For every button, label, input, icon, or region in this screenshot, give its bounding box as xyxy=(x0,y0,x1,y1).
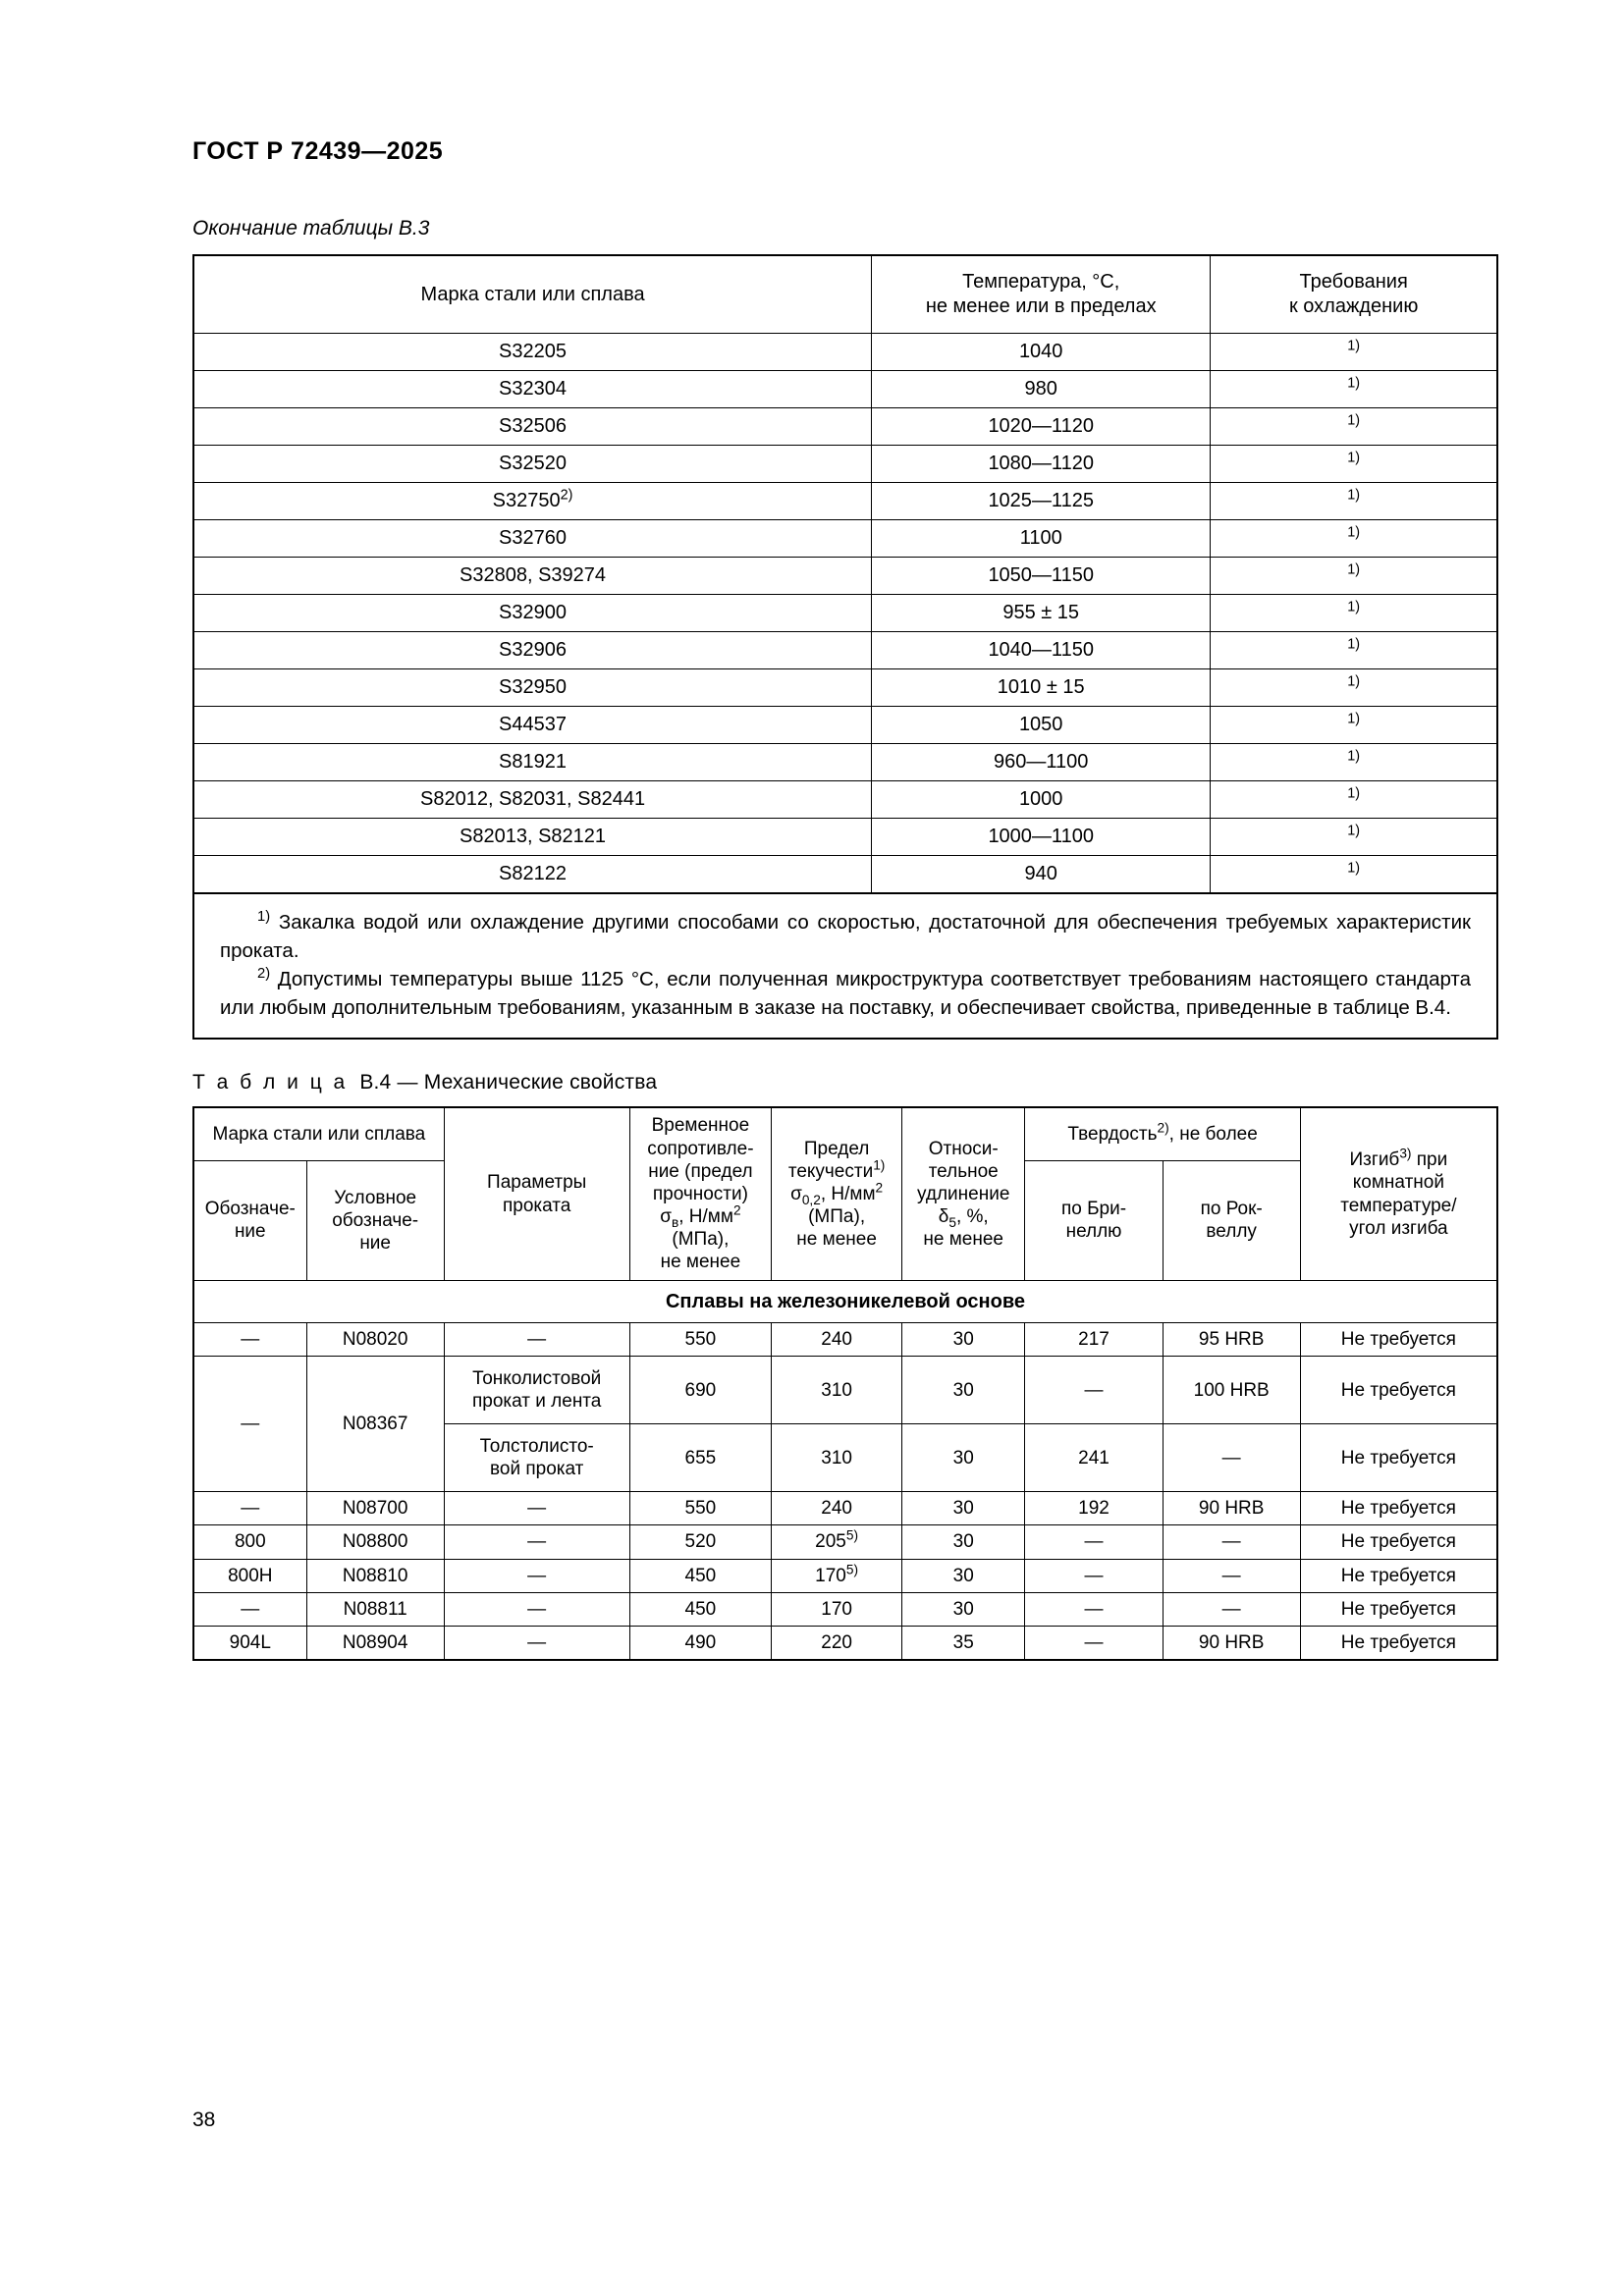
table-b4 xyxy=(192,1106,1498,1661)
footnote-ref: 1) xyxy=(1347,375,1361,392)
table-b3-header-row xyxy=(193,255,1497,334)
cell-yield: 220 xyxy=(772,1626,902,1660)
cell-mark-text: S32750 xyxy=(492,490,561,511)
table-row xyxy=(193,1626,1497,1660)
cell-cooling xyxy=(1211,707,1497,744)
footnote-ref: 1) xyxy=(1347,599,1361,615)
hdr-line: Изгиб xyxy=(1349,1149,1400,1171)
footnote-1 xyxy=(220,908,1471,965)
footnote-2-text: Допустимы температуры выше 1125 °C, если полученная микроструктура соответствует требованиям настоящего стандарта или любым дополнительным требованиям, указанным в заказе на поставку, и обеспечивает свойства, приведенные в таблице В.4. xyxy=(220,968,1471,1020)
hdr-line: (МПа), xyxy=(672,1229,730,1251)
cell-brinell: — xyxy=(1025,1592,1163,1626)
page-number: 38 xyxy=(192,2109,216,2131)
footnote-ref: 3) xyxy=(1399,1146,1412,1161)
cell-rockwell: 90 HRB xyxy=(1163,1492,1300,1525)
cell-yield: 310 xyxy=(772,1357,902,1424)
table-row xyxy=(193,1525,1497,1559)
hdr-line: обозначе- xyxy=(332,1209,419,1231)
cell-temperature: 1020—1120 xyxy=(872,408,1211,446)
cell-rockwell: — xyxy=(1163,1559,1300,1592)
table-row xyxy=(193,1592,1497,1626)
header-mark-group: Марка стали или сплава xyxy=(193,1107,444,1160)
table-b3-header-mark: Марка стали или сплава xyxy=(193,255,872,334)
cell-params: — xyxy=(444,1559,629,1592)
hdr-line: Временное xyxy=(651,1115,750,1137)
table-b3-caption: Окончание таблицы В.3 xyxy=(192,217,430,240)
table-row xyxy=(193,856,1497,894)
cell-temperature: 1040—1150 xyxy=(872,632,1211,669)
table-b3-head xyxy=(193,255,1497,334)
hdr-line: прочности) xyxy=(652,1183,748,1204)
hdr-line: ние xyxy=(234,1221,266,1243)
cell-bend: Не требуется xyxy=(1300,1559,1497,1592)
table-b3-footnotes xyxy=(192,894,1498,1040)
hdr-line: ние (предел xyxy=(648,1160,753,1182)
hdr-units-sup: 2 xyxy=(875,1180,884,1196)
hdr-line: сопротивле- xyxy=(647,1138,754,1159)
table-b3-header-temperature xyxy=(872,255,1211,334)
header-cool-line1: Требования xyxy=(1299,271,1408,293)
footnote-2 xyxy=(220,965,1471,1022)
cell-bend: Не требуется xyxy=(1300,1525,1497,1559)
cell-conditional: N08367 xyxy=(306,1357,444,1492)
cell-tensile: 450 xyxy=(629,1559,772,1592)
cell-temperature: 955 ± 15 xyxy=(872,595,1211,632)
hdr-line: по Рок- xyxy=(1200,1199,1263,1220)
cell-params: — xyxy=(444,1626,629,1660)
cell-conditional: N08811 xyxy=(306,1592,444,1626)
cell-elongation: 35 xyxy=(902,1626,1025,1660)
cell-tensile: 550 xyxy=(629,1323,772,1357)
hdr-sigma: σ xyxy=(660,1206,672,1228)
cell-yield-value: 205 xyxy=(815,1531,846,1553)
footnote-ref: 5) xyxy=(845,1528,859,1544)
cell-conditional: N08700 xyxy=(306,1492,444,1525)
cell-temperature: 1050—1150 xyxy=(872,558,1211,595)
hdr-delta: δ xyxy=(938,1206,949,1228)
cell-mark: S32906 xyxy=(193,632,872,669)
table-row xyxy=(193,1492,1497,1525)
cell-elongation: 30 xyxy=(902,1424,1025,1492)
cell-designation: 800 xyxy=(193,1525,306,1559)
cell-cooling xyxy=(1211,558,1497,595)
cell-mark: S32520 xyxy=(193,446,872,483)
cell-yield-value: 170 xyxy=(815,1565,846,1586)
cell-bend: Не требуется xyxy=(1300,1323,1497,1357)
footnote-ref: 1) xyxy=(1347,673,1361,690)
cell-temperature: 1100 xyxy=(872,520,1211,558)
cell-rockwell: — xyxy=(1163,1424,1300,1492)
hdr-sigma: σ xyxy=(790,1183,802,1204)
cell-elongation: 30 xyxy=(902,1357,1025,1424)
cell-cooling xyxy=(1211,669,1497,707)
cell-rockwell: 100 HRB xyxy=(1163,1357,1300,1424)
cell-cooling xyxy=(1211,446,1497,483)
table-row xyxy=(193,483,1497,520)
header-temp-line2: не менее или в пределах xyxy=(925,295,1157,317)
cell-mark xyxy=(193,483,872,520)
header-params-line1: Параметры xyxy=(487,1172,587,1194)
cell-elongation: 30 xyxy=(902,1592,1025,1626)
header-temp-line1: Температура, °C, xyxy=(962,271,1120,293)
hdr-units: , %, xyxy=(955,1206,989,1228)
footnote-1-text: Закалка водой или охлаждение другими способами со скоростью, достаточной для обеспечения требуемых характеристик проката. xyxy=(220,911,1471,963)
footnote-ref: 1) xyxy=(1347,524,1361,541)
cell-params xyxy=(444,1357,629,1424)
cell-params: — xyxy=(444,1592,629,1626)
footnote-ref: 1) xyxy=(1347,450,1361,466)
footnote-ref: 1) xyxy=(1347,561,1361,578)
page-content xyxy=(192,137,1498,1661)
cell-mark: S32808, S39274 xyxy=(193,558,872,595)
cell-cooling xyxy=(1211,744,1497,781)
table-row xyxy=(193,1323,1497,1357)
footnote-ref: 1) xyxy=(1347,785,1361,802)
cell-rockwell: 95 HRB xyxy=(1163,1323,1300,1357)
hdr-units: , Н/мм xyxy=(820,1183,876,1204)
table-b3-body xyxy=(193,334,1497,894)
cell-designation: — xyxy=(193,1592,306,1626)
table-row xyxy=(193,1357,1497,1424)
table-row xyxy=(193,558,1497,595)
cell-params: — xyxy=(444,1323,629,1357)
table-b3-header-cooling xyxy=(1211,255,1497,334)
hdr-line: Условное xyxy=(334,1187,417,1208)
cell-conditional: N08800 xyxy=(306,1525,444,1559)
table-row xyxy=(193,446,1497,483)
cell-temperature: 940 xyxy=(872,856,1211,894)
cell-brinell: — xyxy=(1025,1357,1163,1424)
table-row xyxy=(193,334,1497,371)
footnote-ref: 1) xyxy=(1347,636,1361,653)
hdr-line: температуре/ xyxy=(1340,1195,1457,1216)
hdr-line: (МПа), xyxy=(808,1206,866,1228)
hdr-line: , не более xyxy=(1168,1124,1258,1146)
cell-temperature: 1050 xyxy=(872,707,1211,744)
cell-rockwell: — xyxy=(1163,1525,1300,1559)
header-elongation xyxy=(902,1107,1025,1280)
cell-bend: Не требуется xyxy=(1300,1492,1497,1525)
cell-cooling xyxy=(1211,408,1497,446)
cell-cooling xyxy=(1211,520,1497,558)
cell-mark: S32760 xyxy=(193,520,872,558)
table-b3 xyxy=(192,254,1498,894)
cell-mark: S32205 xyxy=(193,334,872,371)
hdr-line: тельное xyxy=(928,1160,999,1182)
cell-bend: Не требуется xyxy=(1300,1424,1497,1492)
cell-designation: — xyxy=(193,1323,306,1357)
hdr-line: ние xyxy=(359,1232,391,1254)
footnote-1-marker: 1) xyxy=(257,909,271,926)
cell-elongation: 30 xyxy=(902,1525,1025,1559)
cell-cooling xyxy=(1211,856,1497,894)
hdr-line: удлинение xyxy=(917,1183,1010,1204)
footnote-ref: 1) xyxy=(873,1157,886,1173)
cell-cooling xyxy=(1211,632,1497,669)
hdr-line: Твердость xyxy=(1067,1124,1158,1146)
footnote-ref: 1) xyxy=(1347,711,1361,727)
footnote-ref: 1) xyxy=(1347,823,1361,839)
cell-yield: 240 xyxy=(772,1492,902,1525)
cell-designation: 904L xyxy=(193,1626,306,1660)
cell-bend: Не требуется xyxy=(1300,1626,1497,1660)
cell-brinell: — xyxy=(1025,1559,1163,1592)
table-row xyxy=(193,707,1497,744)
cell-params: — xyxy=(444,1492,629,1525)
table-row xyxy=(193,408,1497,446)
header-designation xyxy=(193,1160,306,1280)
cell-tensile: 520 xyxy=(629,1525,772,1559)
hdr-units: , Н/мм xyxy=(678,1206,733,1228)
cell-tensile: 450 xyxy=(629,1592,772,1626)
hdr-sigma-sub: в xyxy=(671,1214,679,1230)
cell-yield: 240 xyxy=(772,1323,902,1357)
cell-conditional: N08810 xyxy=(306,1559,444,1592)
cell-temperature: 1040 xyxy=(872,334,1211,371)
hdr-line: Обозначе- xyxy=(204,1199,296,1220)
cell-mark: S81921 xyxy=(193,744,872,781)
cell-mark: S82122 xyxy=(193,856,872,894)
cell-rockwell: — xyxy=(1163,1592,1300,1626)
footnote-ref: 5) xyxy=(845,1562,859,1577)
cell-cooling xyxy=(1211,819,1497,856)
cell-temperature: 1080—1120 xyxy=(872,446,1211,483)
cell-tensile: 690 xyxy=(629,1357,772,1424)
hdr-line: неллю xyxy=(1065,1221,1122,1243)
cell-mark: S82013, S82121 xyxy=(193,819,872,856)
cell-temperature: 1010 ± 15 xyxy=(872,669,1211,707)
cell-cooling xyxy=(1211,334,1497,371)
cell-elongation: 30 xyxy=(902,1559,1025,1592)
cell-elongation: 30 xyxy=(902,1323,1025,1357)
cell-mark: S32506 xyxy=(193,408,872,446)
cell-cooling xyxy=(1211,595,1497,632)
hdr-line: при xyxy=(1411,1149,1448,1171)
cell-cooling xyxy=(1211,483,1497,520)
hdr-line: по Бри- xyxy=(1060,1199,1127,1220)
cell-cooling xyxy=(1211,371,1497,408)
cell-designation: — xyxy=(193,1357,306,1492)
hdr-line: не менее xyxy=(660,1252,741,1273)
cell-temperature: 960—1100 xyxy=(872,744,1211,781)
cell-tensile: 490 xyxy=(629,1626,772,1660)
footnote-2-marker: 2) xyxy=(257,966,271,983)
table-row xyxy=(193,632,1497,669)
hdr-sigma-sub: 0,2 xyxy=(801,1192,821,1207)
table-b4-body xyxy=(193,1107,1497,1660)
footnote-ref: 1) xyxy=(1347,860,1361,877)
hdr-delta-sub: 5 xyxy=(948,1214,956,1230)
cell-mark: S32304 xyxy=(193,371,872,408)
header-yield-strength xyxy=(772,1107,902,1280)
cell-designation: — xyxy=(193,1492,306,1525)
table-b4-section-row xyxy=(193,1280,1497,1322)
header-brinell xyxy=(1025,1160,1163,1280)
cell-tensile: 550 xyxy=(629,1492,772,1525)
cell-yield: 170 xyxy=(772,1592,902,1626)
table-b4-caption-text: В.4 — Механические свойства xyxy=(359,1071,658,1095)
section-title-iron-nickel-alloys: Сплавы на железоникелевой основе xyxy=(193,1280,1497,1322)
footnote-ref: 1) xyxy=(1347,748,1361,765)
footnote-ref: 1) xyxy=(1347,412,1361,429)
cell-brinell: 192 xyxy=(1025,1492,1163,1525)
table-row xyxy=(193,1559,1497,1592)
footnote-ref: 2) xyxy=(560,487,573,504)
cell-designation: 800H xyxy=(193,1559,306,1592)
cell-params: — xyxy=(444,1525,629,1559)
header-cool-line2: к охлаждению xyxy=(1288,295,1419,317)
table-b4-caption-prefix: Т а б л и ц а xyxy=(192,1071,349,1095)
footnote-ref: 1) xyxy=(1347,487,1361,504)
header-conditional-designation xyxy=(306,1160,444,1280)
table-b4-header-row-1 xyxy=(193,1107,1497,1160)
hdr-line: не менее xyxy=(923,1229,1004,1251)
header-params xyxy=(444,1107,629,1280)
table-row xyxy=(193,520,1497,558)
hdr-line: не менее xyxy=(796,1229,877,1251)
table-row xyxy=(193,744,1497,781)
hdr-line: Предел xyxy=(803,1138,870,1159)
hdr-line: Относи- xyxy=(928,1138,999,1159)
cell-mark: S44537 xyxy=(193,707,872,744)
hdr-units-sup: 2 xyxy=(732,1202,741,1218)
table-b4-caption xyxy=(192,1071,1498,1095)
cell-params-line2: прокат и лента xyxy=(471,1391,602,1413)
cell-mark: S82012, S82031, S82441 xyxy=(193,781,872,819)
cell-brinell: — xyxy=(1025,1525,1163,1559)
cell-yield: 310 xyxy=(772,1424,902,1492)
table-row xyxy=(193,595,1497,632)
hdr-line: веллу xyxy=(1206,1221,1257,1243)
cell-brinell: — xyxy=(1025,1626,1163,1660)
hdr-line: текучести xyxy=(787,1160,874,1182)
table-row xyxy=(193,371,1497,408)
header-hardness-group xyxy=(1025,1107,1300,1160)
cell-elongation: 30 xyxy=(902,1492,1025,1525)
header-rockwell xyxy=(1163,1160,1300,1280)
cell-tensile: 655 xyxy=(629,1424,772,1492)
table-row xyxy=(193,819,1497,856)
cell-conditional: N08904 xyxy=(306,1626,444,1660)
cell-params-line1: Толстолисто- xyxy=(479,1436,594,1458)
cell-params-line2: вой прокат xyxy=(490,1459,584,1480)
header-params-line2: проката xyxy=(503,1195,571,1216)
cell-brinell: 217 xyxy=(1025,1323,1163,1357)
cell-bend: Не требуется xyxy=(1300,1357,1497,1424)
footnote-ref: 2) xyxy=(1157,1120,1169,1136)
cell-params-line1: Тонколистовой xyxy=(472,1368,602,1390)
header-tensile-strength xyxy=(629,1107,772,1280)
cell-mark: S32950 xyxy=(193,669,872,707)
hdr-line: угол изгиба xyxy=(1349,1217,1448,1239)
header-bend xyxy=(1300,1107,1497,1280)
cell-mark: S32900 xyxy=(193,595,872,632)
cell-temperature: 1000—1100 xyxy=(872,819,1211,856)
cell-rockwell: 90 HRB xyxy=(1163,1626,1300,1660)
cell-temperature: 1025—1125 xyxy=(872,483,1211,520)
table-row xyxy=(193,781,1497,819)
hdr-line: комнатной xyxy=(1352,1172,1444,1194)
cell-params xyxy=(444,1424,629,1492)
document-standard-header: ГОСТ Р 72439—2025 xyxy=(192,137,444,165)
cell-conditional: N08020 xyxy=(306,1323,444,1357)
cell-brinell: 241 xyxy=(1025,1424,1163,1492)
cell-bend: Не требуется xyxy=(1300,1592,1497,1626)
cell-yield xyxy=(772,1559,902,1592)
footnote-ref: 1) xyxy=(1347,338,1361,354)
cell-temperature: 980 xyxy=(872,371,1211,408)
cell-temperature: 1000 xyxy=(872,781,1211,819)
table-row xyxy=(193,669,1497,707)
cell-cooling xyxy=(1211,781,1497,819)
cell-yield xyxy=(772,1525,902,1559)
